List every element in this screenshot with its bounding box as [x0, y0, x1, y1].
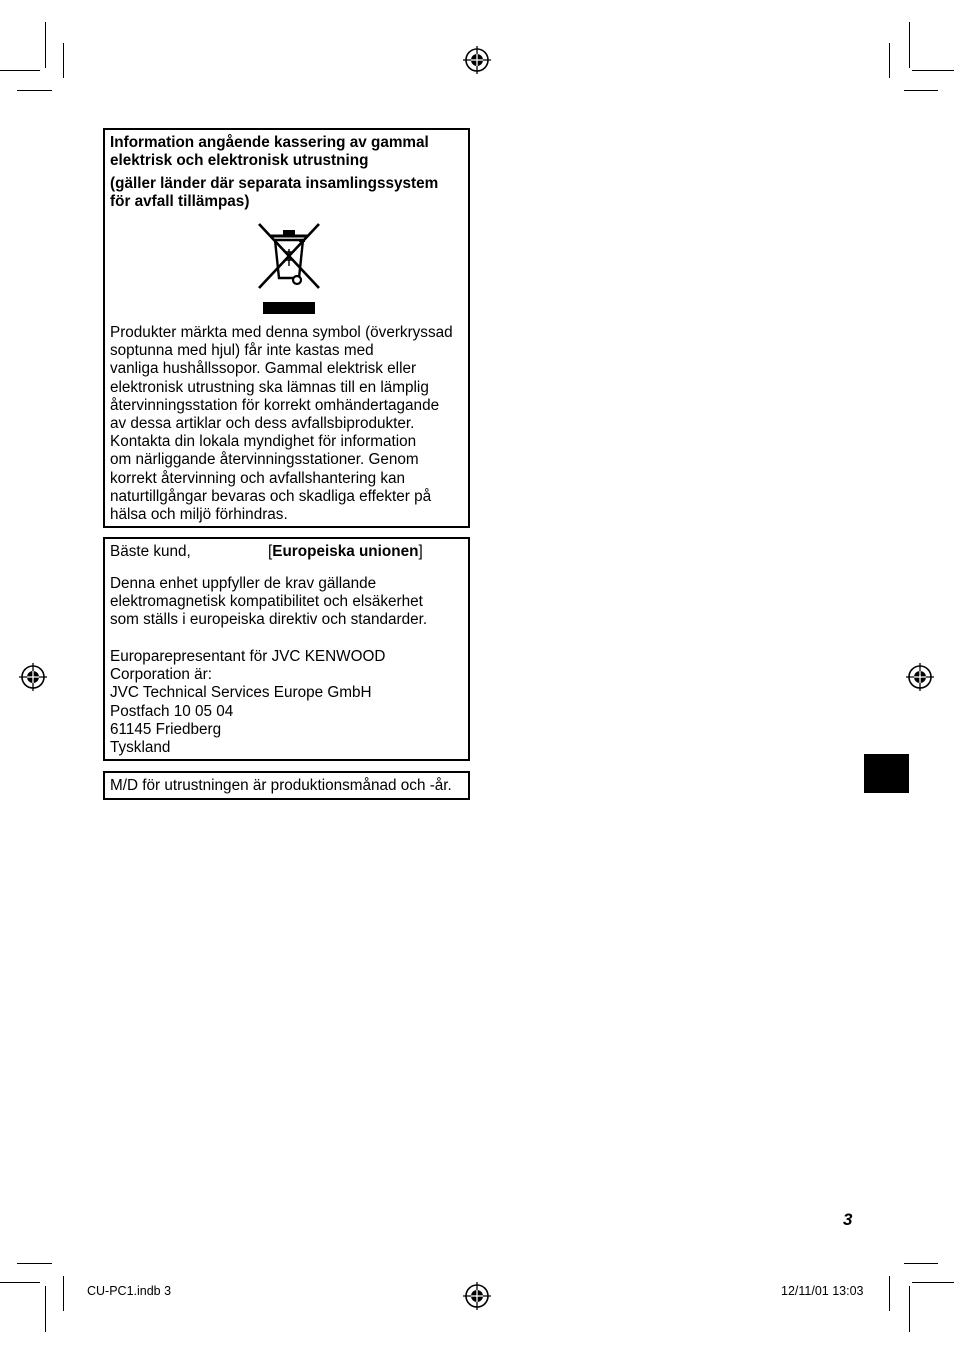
eu-compliance-box [103, 537, 470, 761]
disposal-heading: Information angående kassering av gammal elektrisk och elektronisk utrustning [110, 134, 429, 170]
md-note-text: M/D för utrustningen är produktionsmånad och -år. [110, 777, 452, 794]
disposal-info-box [103, 128, 470, 528]
eu-greeting: Bäste kund, [110, 543, 191, 560]
registration-mark-icon-bottom [462, 1281, 492, 1311]
md-note-box [103, 771, 470, 800]
registration-mark-icon-right [905, 662, 935, 692]
disposal-subheading: (gäller länder där separata insamlingssystem för avfall tillämpas) [110, 175, 439, 211]
footer-filename: CU-PC1.indb 3 [87, 1284, 172, 1298]
footer-date-time: 12/11/01 13:03 [781, 1284, 864, 1298]
page-number: 3 [843, 1210, 853, 1229]
eu-representative-address: Europarepresentant för JVC KENWOOD Corporation är: JVC Technical Services Europe GmbH Postfach 10 05 04 61145 Friedberg Tyskland [110, 648, 386, 757]
crossed-out-wheelie-bin-icon [255, 222, 323, 316]
eu-compliance-text: Denna enhet uppfyller de krav gällande elektromagnetisk kompatibilitet och elsäkerhet som ställs i europeiska direktiv och standarder. [110, 575, 428, 629]
disposal-body-text: Produkter märkta med denna symbol (överkryssad soptunna med hjul) får inte kastas med vanliga hushållssopor. Gammal elektrisk eller elektronisk utrustning ska lämnas till en lämplig återvinningsstation för korrekt omhändertagande av dessa artiklar och dess avfallsbiprodukter. Kontakta din lokala myndighet för information om närliggande återvinningsstationer. Genom korrekt återvinning och avfallshantering kan naturtillgångar bevaras och skadliga effekter på hälsa och miljö förhindras. [110, 324, 453, 524]
registration-mark-icon-top [462, 45, 492, 75]
section-thumb-tab [864, 754, 909, 793]
registration-mark-icon-left [18, 662, 48, 692]
eu-region-label: [Europeiska unionen] [268, 543, 423, 560]
